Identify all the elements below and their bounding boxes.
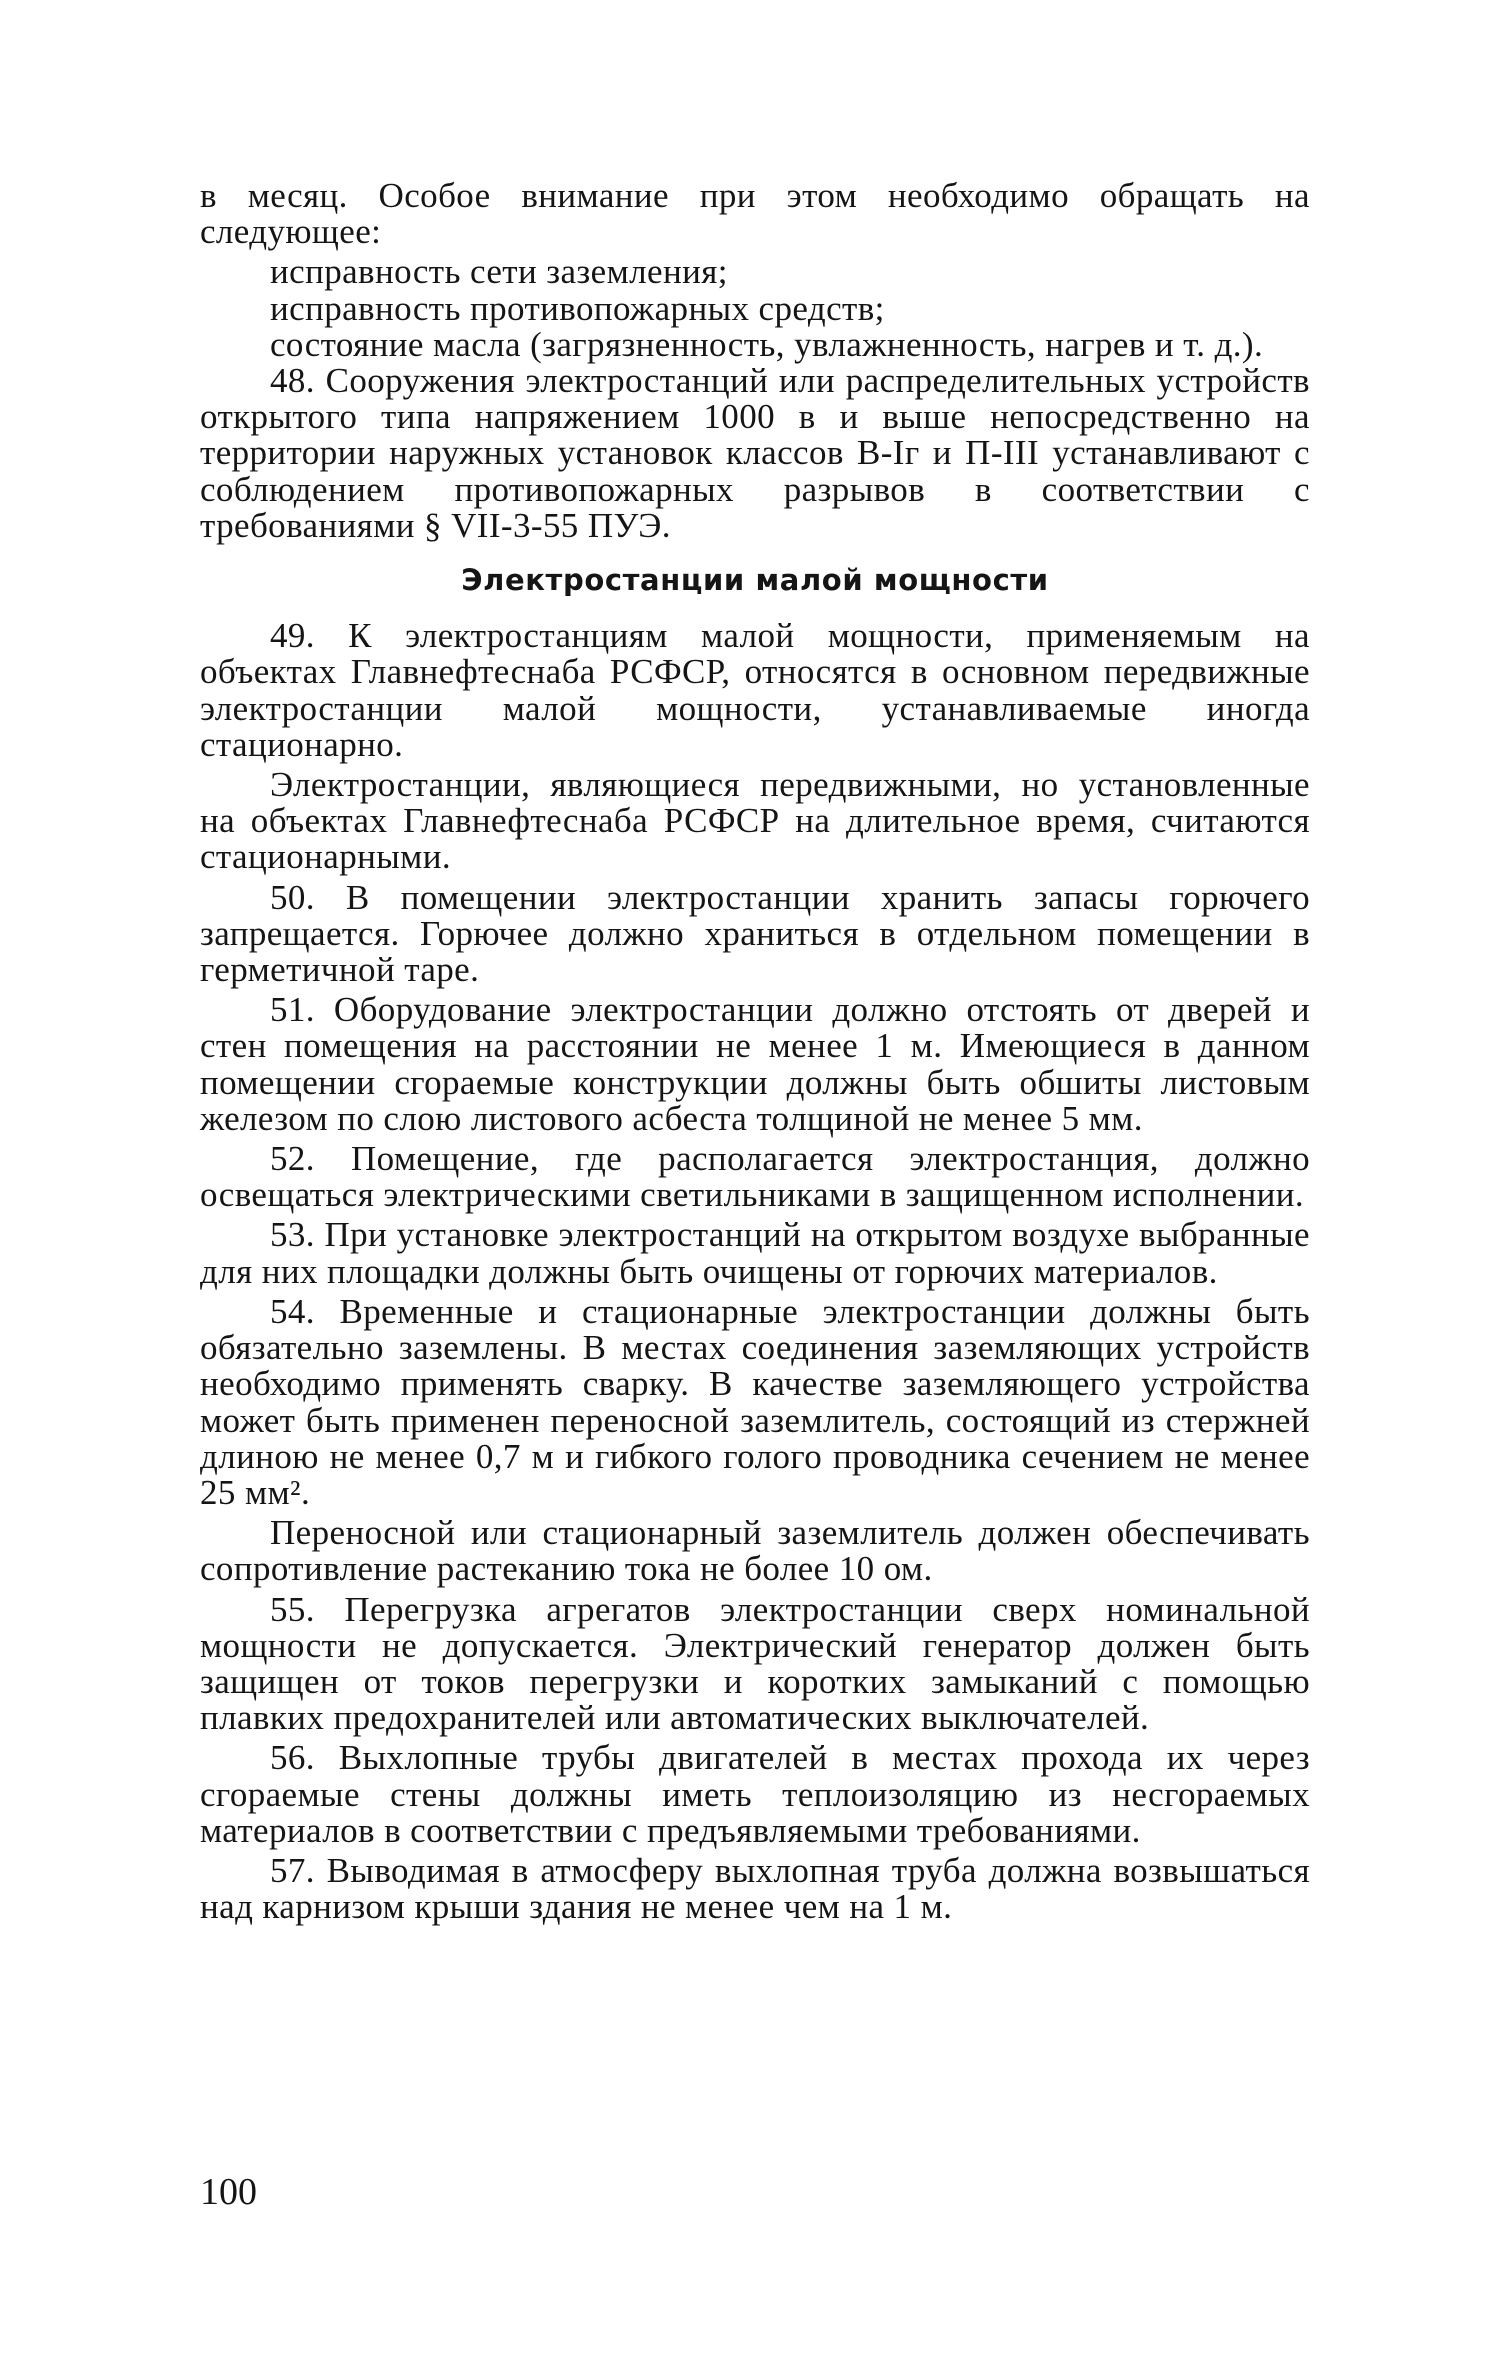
paragraph-54: 54. Временные и стационарные электростанции должны быть обязательно заземлены. В местах соединения заземляющих устройств необходимо применять сварку. В качестве заземляющего устройства может быть применен переносной заземлитель, состоящий из стержней длиною не менее 0,7 м и гибкого голого проводника сечением не менее 25 мм². xyxy=(200,1291,1310,1512)
checklist-item: исправность противопожарных средств; xyxy=(270,288,885,328)
paragraph-49: 49. К электростанциям малой мощности, применяемым на объектах Главнефтеснаба РСФСР, относятся в основном передвижные электростанции малой мощности, устанавливаемые иногда стационарно. xyxy=(200,616,1310,764)
paragraph-52: 52. Помещение, где располагается электростанция, должно освещаться электрическими светильниками в защищенном исполнении. xyxy=(200,1139,1310,1215)
checklist-item: состояние масла (загрязненность, увлажненность, нагрев и т. д.). xyxy=(270,324,1264,364)
paragraph-51: 51. Оборудование электростанции должно отстоять от дверей и стен помещения на расстоянии не менее 1 м. Имеющиеся в данном помещении сгораемые конструкции должны быть обшиты листовым железом по слою листового асбеста толщиной не менее 5 мм. xyxy=(200,990,1310,1138)
paragraph-55: 55. Перегрузка агрегатов электростанции сверх номинальной мощности не допускается. Электрический генератор должен быть защищен от токов перегрузки и коротких замыканий с помощью плавких предохранителей или автоматических выключателей. xyxy=(200,1589,1310,1738)
paragraph-50: 50. В помещении электростанции хранить запасы горючего запрещается. Горючее должно храниться в отдельном помещении в герметичной таре. xyxy=(200,877,1310,990)
page-number: 100 xyxy=(200,2171,257,2213)
checklist-item: исправность сети заземления; xyxy=(270,252,728,292)
paragraph-56: 56. Выхлопные трубы двигателей в местах прохода их через сгораемые стены должны иметь теплоизоляцию из несгораемых материалов в соответствии с предъявляемыми требованиями. xyxy=(200,1738,1310,1850)
paragraph-53: 53. При установке электростанций на открытом воздухе выбранные для них площадки должны быть очищены от горючих материалов. xyxy=(200,1215,1310,1291)
continuation-paragraph: в месяц. Особое внимание при этом необходимо обращать на следующее: xyxy=(200,176,1310,252)
paragraph-54-note: Переносной или стационарный заземлитель должен обеспечивать сопротивление растеканию тока не более 10 ом. xyxy=(200,1513,1310,1589)
paragraph-49-note: Электростанции, являющиеся передвижными, но установленные на объектах Главнефтеснаба РСФСР на длительное время, считаются стационарными. xyxy=(200,765,1310,877)
section-heading: Электростанции малой мощности xyxy=(461,563,1049,598)
paragraph-57: 57. Выводимая в атмосферу выхлопная труба должна возвышаться над карнизом крыши здания не менее чем на 1 м. xyxy=(200,1850,1310,1927)
paragraph-48: 48. Сооружения электростанций или распределительных устройств открытого типа напряжением 1000 в и выше непосредственно на территории наружных установок классов В-Iг и П-III устанавливают с соблюдением противопожарных разрывов в соответствии с требованиями § VII-3-55 ПУЭ. xyxy=(200,361,1310,545)
document-page xyxy=(200,178,1310,1929)
